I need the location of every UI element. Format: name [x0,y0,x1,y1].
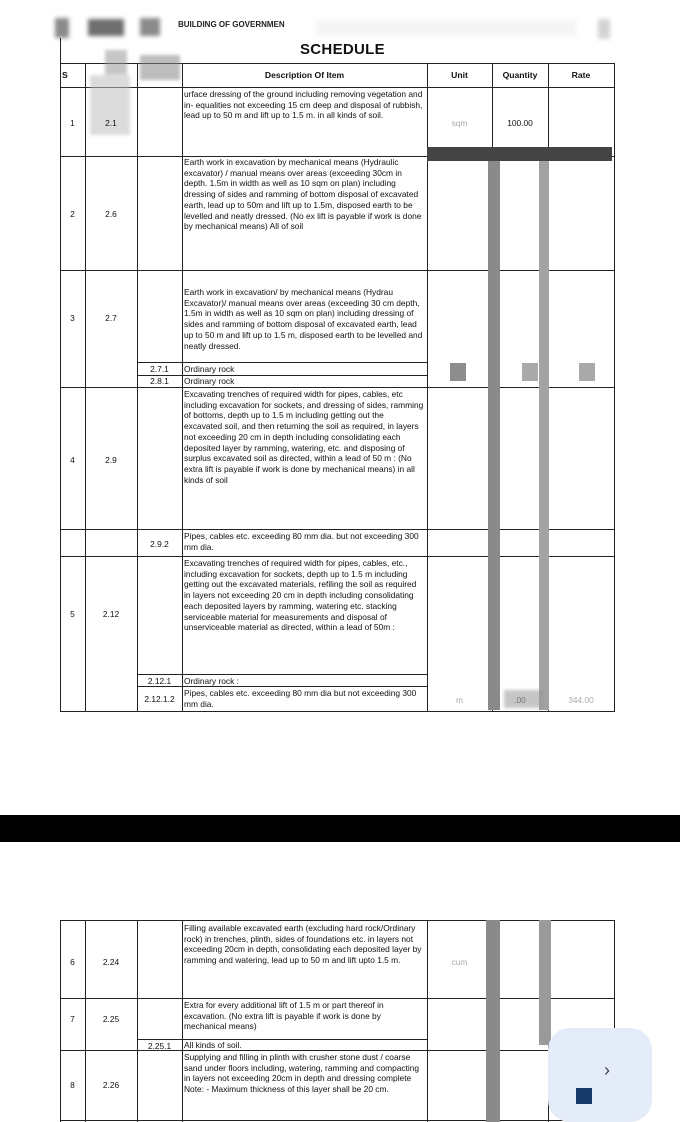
row-description: Earth work in excavation/ by mechanical means (Hydrau Excavator)/ manual means over areas (exceeding 30 cm depth, 1.5m in width as well as 10 sqm on plan) including dressing of sides and ramming of bottom disposal of excavated earth, lead up to 50 m and lift up to 1.5 m, disposed earth to be levelled and neatly dressed. [184,287,423,351]
row-quantity: 100.00 [507,118,533,128]
department-header: BUILDING OF GOVERNMEN [178,20,285,29]
table-border [427,920,428,1122]
row-description: Extra for every additional lift of 1.5 m or part thereof in excavation. (No extra lift is payable if work is done by mechanical means) [184,1000,384,1032]
row-sn: 4 [70,455,75,465]
scan-artifact [522,363,538,381]
row-code: 2.6 [105,209,117,219]
header-quantity: Quantity [502,70,538,80]
table-border [60,387,615,388]
floating-overlay[interactable] [548,1028,652,1122]
table-border [60,529,615,530]
row-description: Ordinary rock [184,364,235,374]
row-sn: 1 [70,118,75,128]
row-rate: 344.00 [568,695,594,705]
table-border [60,87,615,88]
table-border [60,920,615,921]
row-code: 2.9 [105,455,117,465]
row-sn: 7 [70,1014,75,1024]
row-unit: sqm [451,118,468,128]
table-border [137,674,427,675]
redaction-block [140,55,180,80]
row-description: Pipes, cables etc. exceeding 80 mm dia but not exceeding 300 mm dia. [184,688,417,709]
redaction-block [316,20,576,36]
row-sn: 5 [70,609,75,619]
row-description: Filling available excavated earth (excluding hard rock/Ordinary rock) in trenches, plinth, sides of foundations etc. in layers not exceeding 20cm in depth, consolidating each deposited layer by ramming and watering, lead up to 50 m and lift upto 1.5 m. [184,923,422,966]
table-border [182,920,183,1122]
row-sn: 2 [70,209,75,219]
row-code: 2.1 [105,118,117,128]
row-description: urface dressing of the ground including removing vegetation and in- equalities not exceeding 15 cm deep and disposal of rubbish, lead up to 50 m and lift up to 1.5 m. in all kinds of soil. [184,89,423,121]
row-code: 2.7 [105,313,117,323]
scan-artifact [539,150,549,710]
table-border [60,711,615,712]
table-border [137,362,427,363]
redaction-block [140,18,160,36]
header-description: Description Of Item [264,70,345,80]
row-subcode: 2.12.1 [147,676,172,686]
row-quantity: .00 [514,695,526,705]
row-description: Earth work in excavation by mechanical means (Hydraulic excavator) / manual means over areas (exceeding 30cm in depth. 1.5m in width as well as 10 sqm on plan) including dressing of sides and ramming of bottom disposal of excavated earth, lead up to 50m and lift up to 1.5m, disposed earth to be levelled and neatly dressed. (No ex lift is payable if work is done by mechanical means) All of soil [184,157,422,232]
row-description: Ordinary rock [184,376,235,386]
row-code: 2.25 [102,1014,120,1024]
row-description: Pipes, cables etc. exceeding 80 mm dia. but not exceeding 300 mm dia. [184,531,419,552]
scan-artifact [427,147,612,161]
schedule-title: SCHEDULE [300,41,385,58]
redaction-block [55,18,69,38]
row-sn: 8 [70,1080,75,1090]
row-code: 2.26 [102,1080,120,1090]
table-border [60,556,615,557]
row-subcode: 2.7.1 [150,364,169,374]
row-sn: 6 [70,957,75,967]
scan-artifact [488,150,500,710]
row-unit: m [456,695,463,705]
row-description: Excavating trenches of required width for pipes, cables, etc including excavation for sockets, and dressing of sides, ramming of bottoms, depth up to 1.5 m including getting out the excavated soil, and then returning the soil as required, in layers not exceeding 20 cm in depth including consolidating each deposited layer by ramming, watering, etc. and disposing of surplus excavated soil as directed, within a lead of 50 m : (No extra lift is payable if work is done by mechanical means) in all kinds of soil [184,389,424,485]
scan-artifact [486,920,500,1122]
row-sn: 3 [70,313,75,323]
header-sn: S [62,70,68,80]
table-border [60,998,615,999]
chevron-right-icon[interactable]: › [604,1060,610,1080]
table-border [137,920,138,1122]
row-description: Excavating trenches of required width for pipes, cables, etc., including excavation for sockets, depth up to 1.5 m including getting out the excavated materials, refiling the soil as required in layers not exceeding 20 cm in depth including consolidating each deposited layers by ramming, watering etc. stacking serviceable material for measurements and disposal of unserviceable material as directed, within a lead of 50m : [184,558,417,633]
header-rate: Rate [571,70,591,80]
row-subcode: 2.25.1 [147,1041,172,1051]
redaction-block [88,19,124,36]
row-subcode: 2.8.1 [150,376,169,386]
row-description: All kinds of soil. [184,1040,242,1050]
row-subcode: 2.9.2 [150,539,169,549]
page-divider [0,815,680,842]
table-border [60,1120,615,1121]
row-description: Ordinary rock : [184,676,239,686]
table-border [60,270,615,271]
row-subcode: 2.12.1.2 [144,694,175,704]
scan-artifact [539,920,551,1045]
square-icon [576,1088,592,1104]
header-unit: Unit [451,70,468,80]
row-code: 2.24 [102,957,120,967]
scan-artifact [579,363,595,381]
row-code: 2.12 [102,609,120,619]
redaction-block [598,19,610,39]
row-unit: cum [451,957,468,967]
row-description: Supplying and filling in plinth with crusher stone dust / coarse sand under floors including, watering, ramming and compacting in layers not exceeding 20cm in depth and dressing complete Note: - Maximum thickness of this layer shall be 20 cm. [184,1052,420,1095]
redaction-block [105,50,127,75]
scan-artifact [450,363,466,381]
